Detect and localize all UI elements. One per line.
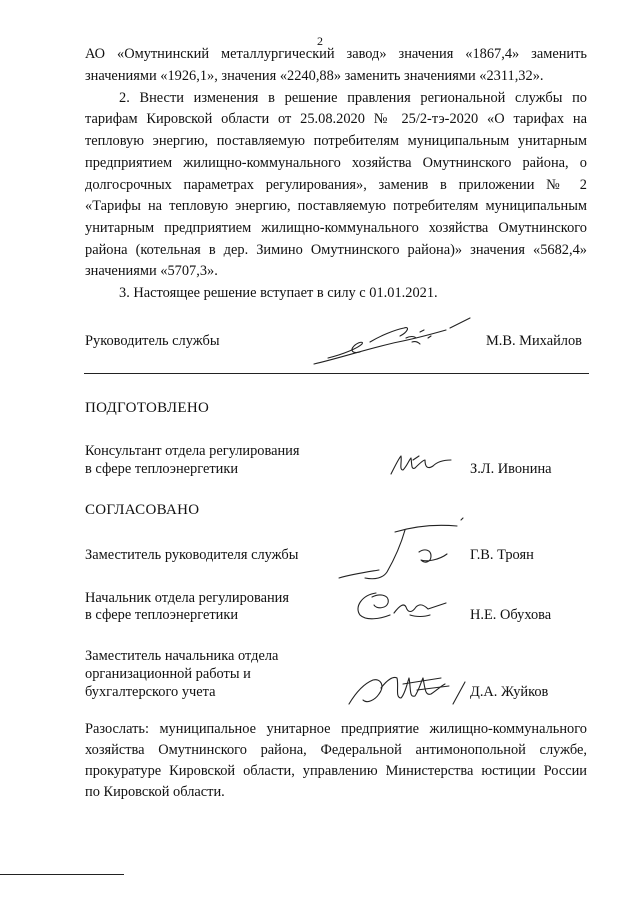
prepared-position-line-2: в сфере теплоэнергетики [85, 461, 239, 477]
distribution-line-4: по Кировской области. [85, 784, 225, 800]
separator-line [84, 373, 589, 374]
agreed-1-position: Заместитель руководителя службы [85, 547, 299, 563]
head-signature-image [300, 308, 490, 378]
distribution-line-1: Разослать: муниципальное унитарное предприятие жилищно-коммунального [85, 721, 587, 737]
agreed-3-position-line-1: Заместитель начальника отдела [85, 648, 279, 664]
paragraph-2-line-2: тарифам Кировской области от 25.08.2020 № 25/2-тэ-2020 «О тарифах на [85, 111, 587, 127]
prepared-heading: ПОДГОТОВЛЕНО [85, 400, 210, 416]
agreed-1-name: Г.В. Троян [470, 547, 534, 563]
paragraph-2-line-1: 2. Внести изменения в решение правления региональной службы по [119, 90, 587, 106]
paragraph-2-line-4: предприятием жилищно-коммунального хозяйства Омутнинского района, о [85, 155, 587, 171]
paragraph-1-line-1: АО «Омутнинский металлургический завод» значения «1867,4» заменить [85, 46, 587, 62]
footer-rule [0, 874, 124, 875]
paragraph-2-line-6: «Тарифы на тепловую энергию, поставляемую потребителям муниципальным [85, 198, 587, 214]
head-position: Руководитель службы [85, 333, 220, 349]
page-number: 2 [317, 34, 323, 48]
prepared-position-line-1: Консультант отдела регулирования [85, 443, 300, 459]
agreed-3-position-line-2: организационной работы и [85, 666, 251, 682]
agreed-3-signature-image [345, 664, 470, 714]
paragraph-2-line-7: унитарным предприятием жилищно-коммунального хозяйства Омутнинского [85, 220, 587, 236]
paragraph-2-line-5: долгосрочных параметрах регулирования», заменив в приложении № 2 [85, 177, 587, 193]
distribution-line-2: хозяйства Омутнинского района, Федеральной антимонопольной службе, [85, 742, 587, 758]
agreed-2-name: Н.Е. Обухова [470, 607, 552, 623]
head-name: М.В. Михайлов [486, 333, 582, 349]
paragraph-3: 3. Настоящее решение вступает в силу с 01.01.2021. [119, 285, 438, 301]
paragraph-2-line-3: тепловую энергию, поставляемую потребителям муниципальным унитарным [85, 133, 587, 149]
agreed-2-signature-image [350, 585, 460, 627]
paragraph-2-line-9: значениями «5707,3». [85, 263, 218, 279]
agreed-heading: СОГЛАСОВАНО [85, 502, 200, 518]
distribution-line-3: прокуратуре Кировской области, управлению Министерства юстиции России [85, 763, 587, 779]
prepared-signature-image [385, 448, 465, 482]
agreed-2-position-line-2: в сфере теплоэнергетики [85, 607, 239, 623]
agreed-3-position-line-3: бухгалтерского учета [85, 684, 216, 700]
prepared-name: З.Л. Ивонина [470, 461, 552, 477]
paragraph-2-line-8: района (котельная в дер. Зимино Омутнинского района)» значения «5682,4» [85, 242, 587, 258]
paragraph-1-line-2: значениями «1926,1», значения «2240,88» заменить значениями «2311,32». [85, 68, 544, 84]
agreed-3-name: Д.А. Жуйков [470, 684, 549, 700]
agreed-2-position-line-1: Начальник отдела регулирования [85, 590, 290, 606]
agreed-1-signature-image [335, 516, 465, 584]
